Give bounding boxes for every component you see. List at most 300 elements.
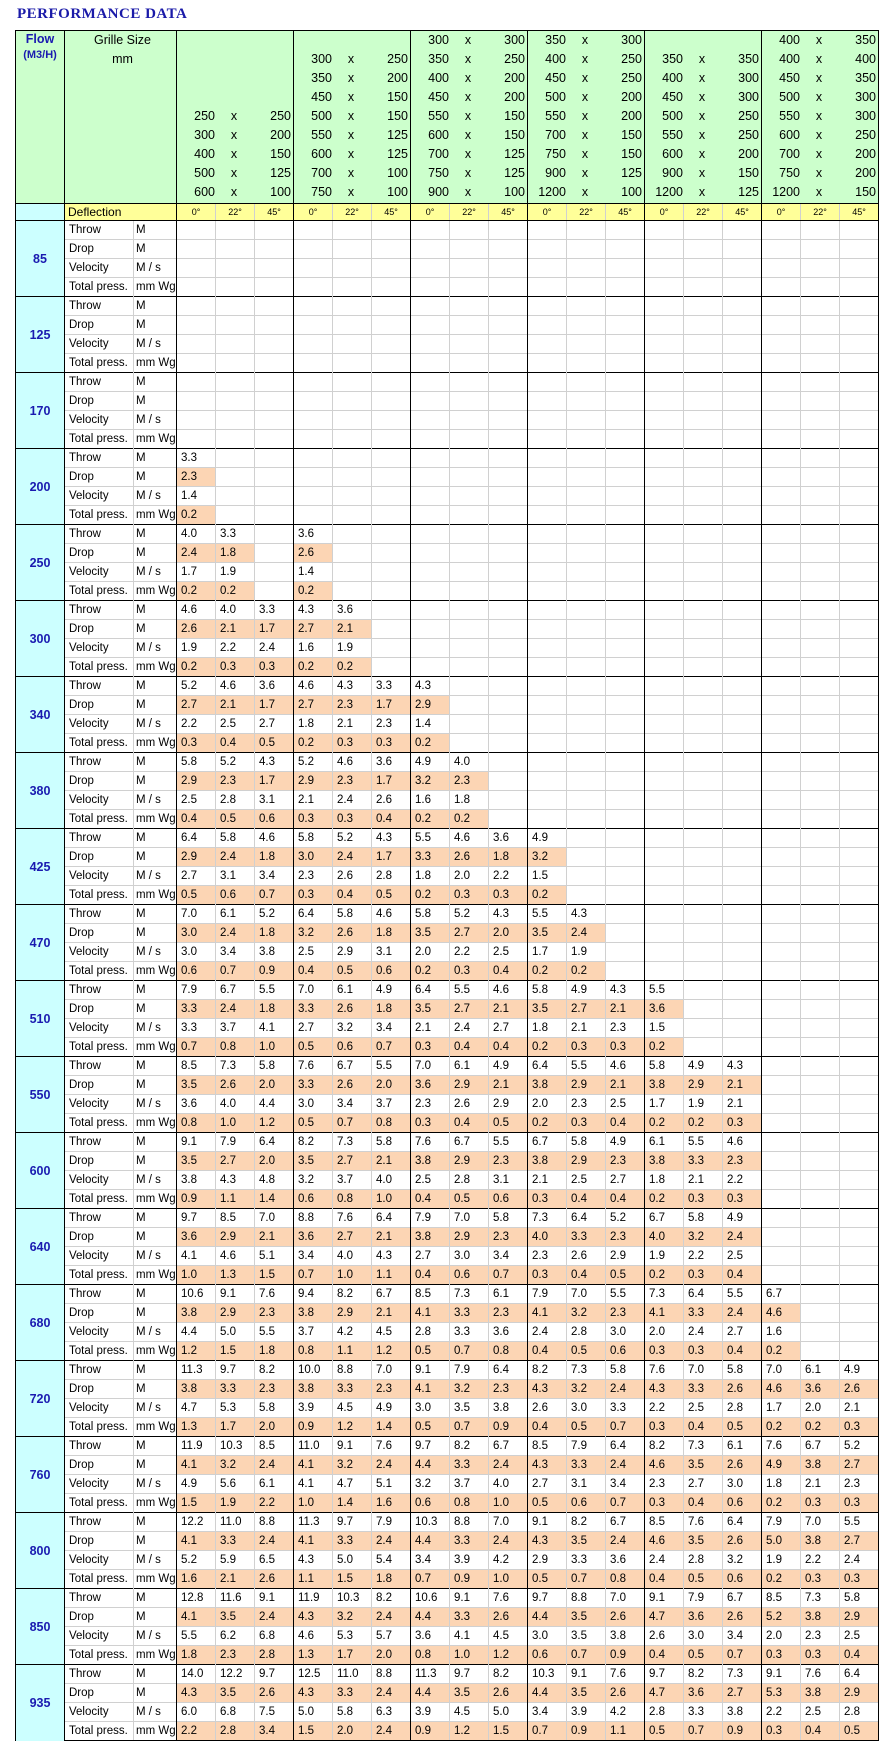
table-cell [762, 506, 801, 525]
table-cell: 2.7 [333, 1228, 372, 1247]
grille-size [411, 31, 527, 50]
size-width: 600 [428, 128, 449, 142]
table-cell: 8.2 [528, 1361, 567, 1380]
table-cell [645, 240, 684, 259]
table-cell [801, 449, 840, 468]
grille-size [528, 107, 644, 126]
table-cell: 1.8 [177, 1646, 216, 1665]
table-cell [489, 335, 528, 354]
table-cell: 3.3 [684, 1304, 723, 1323]
table-cell [840, 886, 879, 905]
table-cell: 2.3 [489, 1228, 528, 1247]
table-cell: 1.7 [255, 696, 294, 715]
table-cell: 2.8 [723, 1399, 762, 1418]
table-cell: 0.3 [450, 886, 489, 905]
row-label: Drop [65, 772, 134, 791]
table-cell [606, 601, 645, 620]
table-cell [567, 601, 606, 620]
table-cell: 3.4 [606, 1475, 645, 1494]
deflection-angle: 45° [840, 204, 879, 221]
table-cell [294, 335, 333, 354]
table-cell: 4.6 [255, 829, 294, 848]
table-cell: 4.1 [294, 1475, 333, 1494]
table-cell [684, 943, 723, 962]
row-label: Drop [65, 1304, 134, 1323]
row-unit: mm Wg [134, 1266, 177, 1285]
table-cell [684, 544, 723, 563]
size-width: 900 [662, 166, 683, 180]
table-cell: 0.5 [216, 810, 255, 829]
size-x: x [815, 90, 823, 104]
table-cell [645, 487, 684, 506]
table-cell [801, 563, 840, 582]
table-cell [645, 506, 684, 525]
table-cell: 3.0 [177, 943, 216, 962]
table-cell: 1.1 [216, 1190, 255, 1209]
table-cell [840, 487, 879, 506]
table-cell [801, 1019, 840, 1038]
row-unit: mm Wg [134, 1722, 177, 1741]
table-cell: 4.6 [216, 677, 255, 696]
table-cell [255, 506, 294, 525]
table-cell: 0.7 [216, 962, 255, 981]
table-cell [801, 278, 840, 297]
table-cell [372, 240, 411, 259]
table-cell [684, 886, 723, 905]
table-cell [762, 867, 801, 886]
table-cell: 8.8 [294, 1209, 333, 1228]
table-cell: 2.9 [840, 1684, 879, 1703]
table-cell [684, 734, 723, 753]
table-cell: 2.0 [489, 924, 528, 943]
table-cell: 1.4 [177, 487, 216, 506]
table-cell [255, 430, 294, 449]
row-unit: M [134, 1361, 177, 1380]
size-x: x [581, 71, 589, 85]
table-cell [801, 430, 840, 449]
table-cell: 5.0 [216, 1323, 255, 1342]
table-cell: 7.0 [606, 1589, 645, 1608]
table-cell: 2.3 [450, 772, 489, 791]
size-width: 500 [311, 109, 332, 123]
table-cell [489, 506, 528, 525]
table-cell [840, 734, 879, 753]
table-cell: 4.0 [645, 1228, 684, 1247]
table-cell: 1.6 [372, 1494, 411, 1513]
size-width: 550 [662, 128, 683, 142]
table-cell: 4.3 [723, 1057, 762, 1076]
row-label: Drop [65, 392, 134, 411]
table-cell: 0.3 [294, 810, 333, 829]
table-cell [606, 544, 645, 563]
table-cell [411, 563, 450, 582]
table-cell [801, 544, 840, 563]
deflection-angle: 45° [606, 204, 645, 221]
table-cell: 4.6 [489, 981, 528, 1000]
table-cell: 6.1 [216, 905, 255, 924]
table-cell [333, 354, 372, 373]
table-cell [255, 468, 294, 487]
table-cell [528, 449, 567, 468]
table-cell: 2.9 [216, 1304, 255, 1323]
table-cell: 2.4 [372, 1722, 411, 1741]
table-cell: 3.2 [528, 848, 567, 867]
table-cell: 0.5 [294, 1114, 333, 1133]
size-height: 150 [387, 109, 408, 123]
table-cell: 2.3 [489, 1152, 528, 1171]
table-cell: 1.5 [528, 867, 567, 886]
table-cell: 0.4 [528, 1342, 567, 1361]
table-cell [684, 297, 723, 316]
size-x: x [347, 90, 355, 104]
table-cell: 7.6 [333, 1209, 372, 1228]
table-cell: 3.1 [216, 867, 255, 886]
row-label: Total press. [65, 1646, 134, 1665]
table-cell [333, 221, 372, 240]
table-cell: 0.4 [723, 1342, 762, 1361]
table-cell: 3.3 [450, 1456, 489, 1475]
row-label: Throw [65, 1209, 134, 1228]
table-cell: 0.2 [762, 1418, 801, 1437]
table-cell: 0.3 [801, 1494, 840, 1513]
table-cell [528, 658, 567, 677]
table-cell [840, 810, 879, 829]
table-cell [450, 487, 489, 506]
table-cell: 3.3 [294, 1076, 333, 1095]
table-cell: 0.4 [372, 810, 411, 829]
table-cell: 1.0 [294, 1494, 333, 1513]
row-label: Velocity [65, 259, 134, 278]
table-cell [606, 240, 645, 259]
table-cell [840, 335, 879, 354]
table-cell [489, 297, 528, 316]
table-cell: 2.2 [450, 943, 489, 962]
table-cell: 2.7 [840, 1532, 879, 1551]
table-cell: 6.7 [450, 1133, 489, 1152]
table-cell: 5.5 [411, 829, 450, 848]
row-label: Velocity [65, 1247, 134, 1266]
table-cell [255, 354, 294, 373]
table-cell: 2.4 [255, 1608, 294, 1627]
table-cell: 1.6 [294, 639, 333, 658]
table-cell: 2.9 [294, 772, 333, 791]
table-cell [255, 582, 294, 601]
size-x: x [581, 109, 589, 123]
table-cell: 3.3 [216, 1380, 255, 1399]
size-x: x [581, 90, 589, 104]
table-cell: 1.3 [177, 1418, 216, 1437]
table-cell: 2.1 [684, 1171, 723, 1190]
table-cell [567, 259, 606, 278]
table-cell [801, 1152, 840, 1171]
row-label: Total press. [65, 1190, 134, 1209]
table-cell: 0.6 [372, 962, 411, 981]
table-cell [684, 563, 723, 582]
table-cell: 0.4 [177, 810, 216, 829]
table-cell: 6.4 [411, 981, 450, 1000]
table-cell: 1.1 [294, 1570, 333, 1589]
table-cell: 4.1 [177, 1532, 216, 1551]
table-cell [606, 582, 645, 601]
table-cell: 4.8 [255, 1171, 294, 1190]
table-cell: 0.4 [216, 734, 255, 753]
table-cell: 2.6 [450, 1095, 489, 1114]
table-cell [840, 981, 879, 1000]
table-cell: 2.7 [255, 715, 294, 734]
table-cell: 2.2 [255, 1494, 294, 1513]
table-cell: 2.8 [411, 1323, 450, 1342]
table-cell [333, 563, 372, 582]
table-cell: 5.4 [372, 1551, 411, 1570]
table-cell: 4.9 [177, 1475, 216, 1494]
size-width: 450 [662, 90, 683, 104]
table-cell: 2.6 [606, 1684, 645, 1703]
table-cell: 3.2 [567, 1380, 606, 1399]
size-width: 600 [311, 147, 332, 161]
table-cell: 2.6 [177, 620, 216, 639]
table-cell: 1.9 [216, 1494, 255, 1513]
row-unit: M [134, 620, 177, 639]
table-cell: 2.9 [840, 1608, 879, 1627]
size-x: x [581, 128, 589, 142]
table-cell: 0.2 [177, 506, 216, 525]
table-cell: 2.7 [489, 1019, 528, 1038]
size-x: x [698, 166, 706, 180]
table-cell: 2.9 [177, 848, 216, 867]
row-label: Velocity [65, 1095, 134, 1114]
table-cell: 0.7 [489, 1266, 528, 1285]
table-cell [216, 430, 255, 449]
table-cell: 2.7 [840, 1456, 879, 1475]
size-x: x [347, 166, 355, 180]
table-cell: 4.3 [294, 1551, 333, 1570]
table-cell: 2.3 [216, 772, 255, 791]
row-label: Velocity [65, 1627, 134, 1646]
table-cell: 1.5 [177, 1494, 216, 1513]
table-cell [567, 753, 606, 772]
table-cell: 0.6 [567, 1494, 606, 1513]
size-width: 750 [779, 166, 800, 180]
table-cell [840, 601, 879, 620]
row-label: Total press. [65, 506, 134, 525]
row-label: Total press. [65, 1342, 134, 1361]
table-cell [528, 392, 567, 411]
table-cell: 8.5 [177, 1057, 216, 1076]
table-cell [216, 487, 255, 506]
row-label: Throw [65, 373, 134, 392]
table-cell: 12.2 [216, 1665, 255, 1684]
flow-value: 470 [16, 905, 65, 981]
table-cell: 2.3 [606, 1228, 645, 1247]
size-height: 400 [855, 52, 876, 66]
row-label: Total press. [65, 430, 134, 449]
table-cell: 1.5 [333, 1570, 372, 1589]
table-cell [645, 886, 684, 905]
size-x: x [698, 71, 706, 85]
table-cell [801, 1133, 840, 1152]
table-cell [762, 1190, 801, 1209]
table-cell: 0.8 [450, 1494, 489, 1513]
table-cell: 2.9 [450, 1228, 489, 1247]
table-cell [450, 601, 489, 620]
table-cell [411, 658, 450, 677]
table-cell [762, 734, 801, 753]
table-cell [684, 791, 723, 810]
row-unit: mm Wg [134, 658, 177, 677]
table-cell: 0.9 [489, 1418, 528, 1437]
table-cell: 0.8 [333, 1190, 372, 1209]
grille-size [528, 50, 644, 69]
table-cell: 1.8 [294, 715, 333, 734]
table-cell [762, 848, 801, 867]
table-cell: 7.6 [489, 1589, 528, 1608]
table-cell: 1.5 [216, 1342, 255, 1361]
table-cell [411, 221, 450, 240]
table-cell [840, 1247, 879, 1266]
table-cell: 0.9 [411, 1722, 450, 1741]
table-cell: 0.4 [840, 1646, 879, 1665]
table-cell [645, 544, 684, 563]
table-cell [723, 278, 762, 297]
row-unit: M / s [134, 563, 177, 582]
table-cell [294, 354, 333, 373]
flow-label: Flow [25, 32, 55, 46]
table-cell [255, 449, 294, 468]
table-cell: 3.8 [489, 1399, 528, 1418]
table-cell: 7.9 [450, 1361, 489, 1380]
table-cell [762, 886, 801, 905]
table-cell: 0.5 [528, 1494, 567, 1513]
table-cell: 3.2 [333, 1608, 372, 1627]
page-title: PERFORMANCE DATA [17, 6, 188, 22]
table-cell: 1.9 [567, 943, 606, 962]
table-cell [450, 297, 489, 316]
table-cell: 5.2 [216, 753, 255, 772]
size-x: x [230, 166, 238, 180]
table-cell: 2.8 [450, 1171, 489, 1190]
table-cell: 0.7 [684, 1722, 723, 1741]
row-label: Velocity [65, 715, 134, 734]
table-cell: 3.4 [489, 1247, 528, 1266]
size-x: x [698, 185, 706, 199]
table-cell: 8.2 [489, 1665, 528, 1684]
table-cell: 2.4 [840, 1551, 879, 1570]
table-cell: 1.5 [255, 1266, 294, 1285]
size-height: 150 [621, 147, 642, 161]
table-cell: 3.9 [411, 1703, 450, 1722]
table-cell: 2.7 [723, 1323, 762, 1342]
table-cell [333, 373, 372, 392]
table-cell: 2.9 [216, 1228, 255, 1247]
table-cell: 3.2 [684, 1228, 723, 1247]
table-cell [762, 1133, 801, 1152]
table-cell: 2.1 [372, 1304, 411, 1323]
table-cell: 2.3 [177, 468, 216, 487]
table-cell: 1.8 [216, 544, 255, 563]
table-cell: 0.2 [411, 886, 450, 905]
table-cell: 4.4 [255, 1095, 294, 1114]
size-x: x [464, 71, 472, 85]
table-cell [801, 525, 840, 544]
table-cell: 3.6 [294, 525, 333, 544]
table-cell: 1.7 [528, 943, 567, 962]
table-cell [333, 449, 372, 468]
flow-value: 85 [16, 221, 65, 297]
table-cell [528, 259, 567, 278]
size-width: 500 [779, 90, 800, 104]
table-cell [645, 639, 684, 658]
table-cell [840, 297, 879, 316]
grille-size [294, 126, 410, 145]
size-x: x [815, 166, 823, 180]
table-cell [450, 620, 489, 639]
table-cell [840, 791, 879, 810]
table-cell [567, 810, 606, 829]
row-label: Drop [65, 1456, 134, 1475]
table-cell: 7.0 [294, 981, 333, 1000]
table-cell [801, 1342, 840, 1361]
table-cell: 0.8 [216, 1038, 255, 1057]
row-label: Velocity [65, 1171, 134, 1190]
row-label: Total press. [65, 1722, 134, 1741]
row-unit: M [134, 1228, 177, 1247]
table-cell [840, 506, 879, 525]
row-unit: M [134, 1209, 177, 1228]
size-height: 125 [738, 185, 759, 199]
table-cell [723, 316, 762, 335]
table-cell: 7.3 [333, 1133, 372, 1152]
table-cell: 0.5 [684, 1570, 723, 1589]
table-cell [489, 240, 528, 259]
size-width: 400 [662, 71, 683, 85]
table-cell [684, 487, 723, 506]
table-cell: 3.5 [567, 1608, 606, 1627]
table-cell [723, 506, 762, 525]
row-label: Drop [65, 1684, 134, 1703]
size-width: 400 [779, 52, 800, 66]
table-cell: 1.8 [255, 924, 294, 943]
table-cell: 1.8 [411, 867, 450, 886]
table-cell [762, 525, 801, 544]
table-cell: 1.6 [177, 1570, 216, 1589]
table-cell: 5.5 [840, 1513, 879, 1532]
table-cell: 2.6 [333, 867, 372, 886]
grille-size [528, 164, 644, 183]
table-cell: 2.3 [333, 696, 372, 715]
table-cell: 0.5 [255, 734, 294, 753]
grille-size [645, 126, 761, 145]
table-cell [177, 278, 216, 297]
table-cell: 2.9 [333, 1304, 372, 1323]
deflection-label: Deflection [65, 204, 177, 221]
table-cell: 5.8 [333, 1703, 372, 1722]
table-cell [840, 848, 879, 867]
table-cell: 5.2 [762, 1608, 801, 1627]
table-cell: 3.4 [255, 1722, 294, 1741]
table-cell: 12.2 [177, 1513, 216, 1532]
table-cell: 0.2 [450, 810, 489, 829]
table-cell: 0.3 [801, 1646, 840, 1665]
table-cell [567, 430, 606, 449]
table-cell: 4.1 [177, 1608, 216, 1627]
size-height: 200 [621, 90, 642, 104]
table-cell: 0.6 [489, 1190, 528, 1209]
table-cell [840, 1304, 879, 1323]
table-cell: 2.7 [450, 1000, 489, 1019]
table-cell: 2.1 [333, 620, 372, 639]
table-cell [801, 297, 840, 316]
row-unit: M [134, 316, 177, 335]
